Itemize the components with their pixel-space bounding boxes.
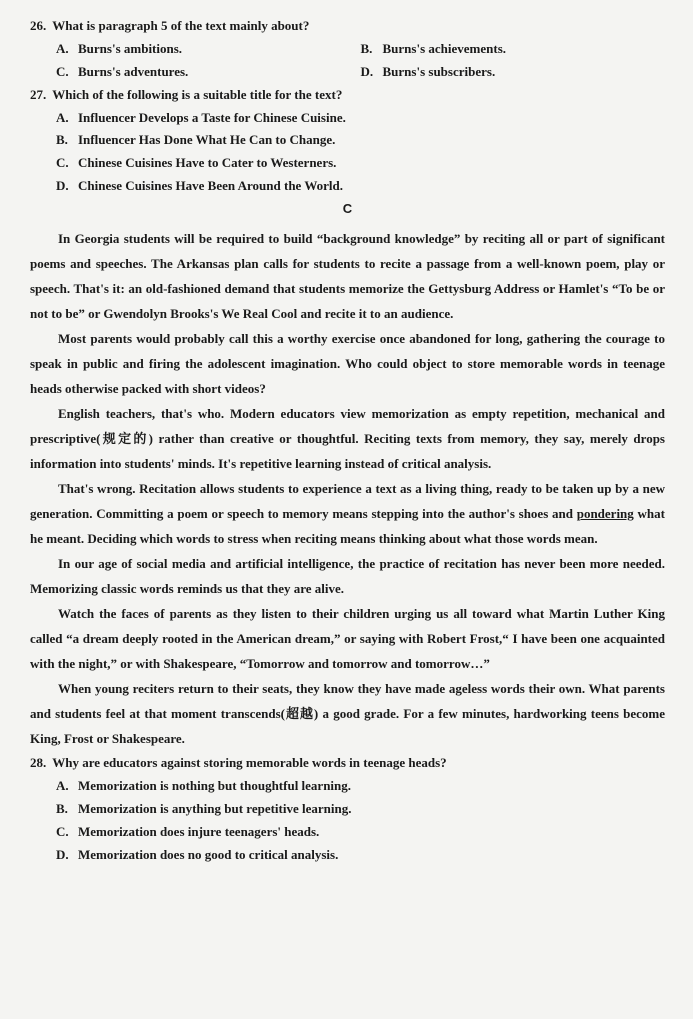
option-a: A. Memorization is nothing but thoughtful learning. bbox=[56, 777, 352, 793]
question-number: 26. bbox=[30, 18, 47, 33]
passage-paragraph-3: English teachers, that's who. Modern educators view memorization as empty repetition, mechanical and prescriptive(规定的) rather than creative or thoughtful. Reciting texts from memory, they say, merely drops information into students' minds. It's repetitive learning instead of critical analysis. bbox=[30, 406, 665, 472]
option-d: D. Chinese Cuisines Have Been Around the World. bbox=[56, 178, 343, 194]
option-b: B. Burns's achievements. bbox=[360, 40, 506, 56]
option-b: B. Influencer Has Done What He Can to Change. bbox=[56, 132, 336, 148]
question-28-options bbox=[56, 778, 665, 864]
passage-paragraph-5: In our age of social media and artificial intelligence, the practice of recitation has never been more needed. Memorizing classic words reminds us that they are alive. bbox=[30, 556, 665, 597]
option-d: D. Memorization does no good to critical analysis. bbox=[56, 846, 339, 862]
option-b: B. Memorization is anything but repetitive learning. bbox=[56, 800, 352, 816]
option-d: D. Burns's subscribers. bbox=[360, 63, 496, 79]
passage-paragraph-7: When young reciters return to their seats, they know they have made ageless words their own. What parents and students feel at that moment transcends(超越) a good grade. For a few minutes, hardworking teens become King, Frost or Shakespeare. bbox=[30, 681, 665, 747]
passage-paragraph-4: That's wrong. Recitation allows students to experience a text as a living thing, ready to be taken up by a new generation. Committing a poem or speech to memory means stepping into the author's shoes and pondering what he meant. Deciding which words to stress when reciting means thinking about what those words mean. bbox=[30, 481, 665, 547]
section-label: C bbox=[342, 201, 353, 217]
reading-passage bbox=[30, 226, 665, 751]
question-text: Why are educators against storing memorable words in teenage heads? bbox=[52, 755, 447, 771]
question-number: 27. bbox=[30, 86, 47, 102]
question-number: 28. bbox=[30, 755, 47, 771]
option-c: C. Chinese Cuisines Have to Cater to Westerners. bbox=[56, 155, 337, 171]
question-text: Which of the following is a suitable title for the text? bbox=[52, 86, 343, 102]
passage-paragraph-6: Watch the faces of parents as they listen to their children urging us all toward what Martin Luther King called “a dream deeply rooted in the American dream,” or saying with Robert Frost,“ I have been one acquainted with the night,” or with Shakespeare, “Tomorrow and tomorrow and tomorrow…” bbox=[30, 606, 665, 672]
question-27 bbox=[30, 87, 665, 104]
option-c: C. Memorization does injure teenagers' heads. bbox=[56, 823, 320, 839]
question-text: What is paragraph 5 of the text mainly about? bbox=[52, 18, 310, 33]
question-26 bbox=[30, 18, 665, 35]
passage-paragraph-2: Most parents would probably call this a worthy exercise once abandoned for long, gathering the courage to speak in public and firing the adolescent imagination. Who could object to store memorable words in teenage heads otherwise packed with short videos? bbox=[30, 331, 665, 397]
passage-paragraph-1: In Georgia students will be required to build “background knowledge” by reciting all or part of significant poems and speeches. The Arkansas plan calls for students to recite a passage from a well-known poem, play or speech. That's it: an old-fashioned demand that students memorize the Gettysburg Address or Hamlet's “To be or not to be” or Gwendolyn Brooks's We Real Cool and recite it to an audience. bbox=[30, 231, 665, 322]
question-28 bbox=[30, 755, 665, 772]
option-a: A. Influencer Develops a Taste for Chinese Cuisine. bbox=[56, 109, 346, 125]
question-27-options bbox=[56, 110, 665, 196]
underlined-word: pondering bbox=[576, 506, 634, 522]
option-c: C. Burns's adventures. bbox=[56, 63, 189, 79]
option-a: A. Burns's ambitions. bbox=[56, 40, 183, 56]
question-26-options bbox=[56, 41, 665, 81]
